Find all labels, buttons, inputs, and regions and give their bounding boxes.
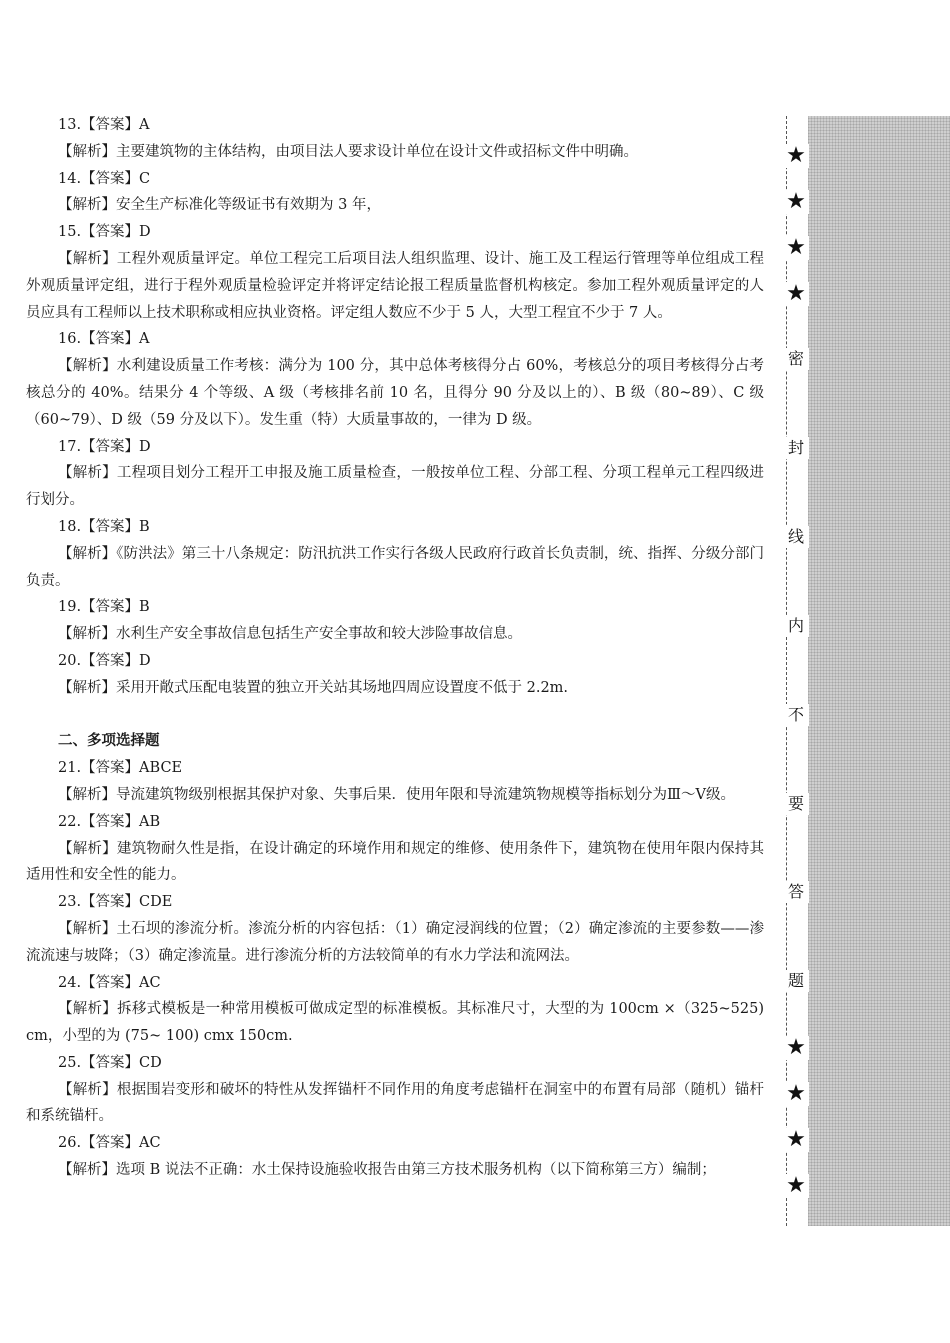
explanation-17: 【解析】工程项目划分工程开工申报及施工质量检查，一般按单位工程、分部工程、分项工程单元工程四级进行划分。 xyxy=(26,465,764,509)
explanation-14: 【解析】安全生产标准化等级证书有效期为 3 年， xyxy=(58,197,381,214)
explanation-13: 【解析】主要建筑物的主体结构，由项目法人要求设计单位在设计文件或招标文件中明确。 xyxy=(58,143,638,160)
answer-line-22: 22.【答案】AB xyxy=(58,813,161,830)
explanation-23: 【解析】土石坝的渗流分析。渗流分析的内容包括：（1）确定浸润线的位置；（2）确定渗流的主要参数——渗流流速与坡降；（3）确定渗流量。进行渗流分析的方法较简单的有水力学法和流网法。 xyxy=(26,920,764,964)
star-icon: ★ xyxy=(783,1128,809,1152)
seal-char-6: 要 xyxy=(783,793,809,815)
seal-char-5: 不 xyxy=(783,704,809,726)
answer-line-24: 24.【答案】AC xyxy=(58,974,161,991)
answer-line-14: 14.【答案】C xyxy=(58,170,151,187)
seal-char-4: 内 xyxy=(783,615,809,637)
answer-line-25: 25.【答案】CD xyxy=(58,1054,162,1071)
star-icon: ★ xyxy=(783,1036,809,1060)
star-icon: ★ xyxy=(783,1082,809,1106)
explanation-24: 【解析】拆移式模板是一种常用模板可做成定型的标准模板。其标准尺寸，大型的为 100cm ×（325~525) cm，小型的为 (75~ 100) cmx 150cm. xyxy=(26,1001,764,1045)
explanation-26: 【解析】选项 B 说法不正确：水土保持设施验收报告由第三方技术服务机构（以下简称第三方）编制； xyxy=(58,1162,716,1179)
explanation-20: 【解析】采用开敞式压配电装置的独立开关站其场地四周应设置度不低于 2.2m. xyxy=(58,679,569,696)
seal-char-1: 密 xyxy=(783,348,809,370)
answer-line-20: 20.【答案】D xyxy=(58,652,151,669)
seal-char-8: 题 xyxy=(783,970,809,992)
answer-line-26: 26.【答案】AC xyxy=(58,1135,161,1152)
star-icon: ★ xyxy=(783,236,809,260)
answer-content xyxy=(26,112,764,1184)
star-icon: ★ xyxy=(783,282,809,306)
answer-line-23: 23.【答案】CDE xyxy=(58,894,173,911)
seal-char-3: 线 xyxy=(783,526,809,548)
answer-line-15: 15.【答案】D xyxy=(58,224,151,241)
star-icon: ★ xyxy=(783,144,809,168)
answer-line-19: 19.【答案】B xyxy=(58,599,150,616)
explanation-18: 【解析】《防洪法》第三十八条规定：防汛抗洪工作实行各级人民政府行政首长负责制，统、指挥、分级分部门负责。 xyxy=(26,545,764,589)
seal-char-7: 答 xyxy=(783,881,809,903)
answer-line-16: 16.【答案】A xyxy=(58,331,150,348)
section-heading: 二、多项选择题 xyxy=(58,733,160,750)
explanation-21: 【解析】导流建筑物级别根据其保护对象、失事后果．使用年限和导流建筑物规模等指标划分为Ⅲ～Ⅴ级。 xyxy=(58,786,735,803)
answer-line-18: 18.【答案】B xyxy=(58,518,150,535)
answer-line-21: 21.【答案】ABCE xyxy=(58,760,183,777)
answer-line-17: 17.【答案】D xyxy=(58,438,151,455)
seal-char-2: 封 xyxy=(783,437,809,459)
star-icon: ★ xyxy=(783,1174,809,1198)
explanation-16: 【解析】水利建设质量工作考核：满分为 100 分，其中总体考核得分占 60%，考核总分的项目考核得分占考核总分的 40%。结果分 4 个等级、A 级（考核排名前 10 名，且得分 90 分及以上的）、B 级（80~89）、C 级（60~79）、D 级（59 分及以下）。发生重（特）大质量事故的，一律为 D 级。 xyxy=(26,358,764,428)
explanation-22: 【解析】建筑物耐久性是指，在设计确定的环境作用和规定的维修、使用条件下，建筑物在使用年限内保持其适用性和安全性的能力。 xyxy=(26,840,764,884)
explanation-19: 【解析】水利生产安全事故信息包括生产安全事故和较大涉险事故信息。 xyxy=(58,626,522,643)
explanation-15: 【解析】工程外观质量评定。单位工程完工后项目法人组织监理、设计、施工及工程运行管理等单位组成工程外观质量评定组，进行于程外观质量检验评定并将评定结论报工程质量监督机构核定。参加工程外观质量评定的人员应具有工程师以上技术职称或相应执业资格。评定组人数应不少于 5 人，大型工程宜不少于 7 人。 xyxy=(26,250,764,321)
binding-margin-band xyxy=(808,116,950,1226)
explanation-25: 【解析】根据围岩变形和破坏的特性从发挥锚杆不同作用的角度考虑锚杆在洞室中的布置有局部（随机）锚杆和系统锚杆。 xyxy=(26,1081,764,1125)
answer-line-13: 13.【答案】A xyxy=(58,117,150,133)
star-icon: ★ xyxy=(783,190,809,214)
